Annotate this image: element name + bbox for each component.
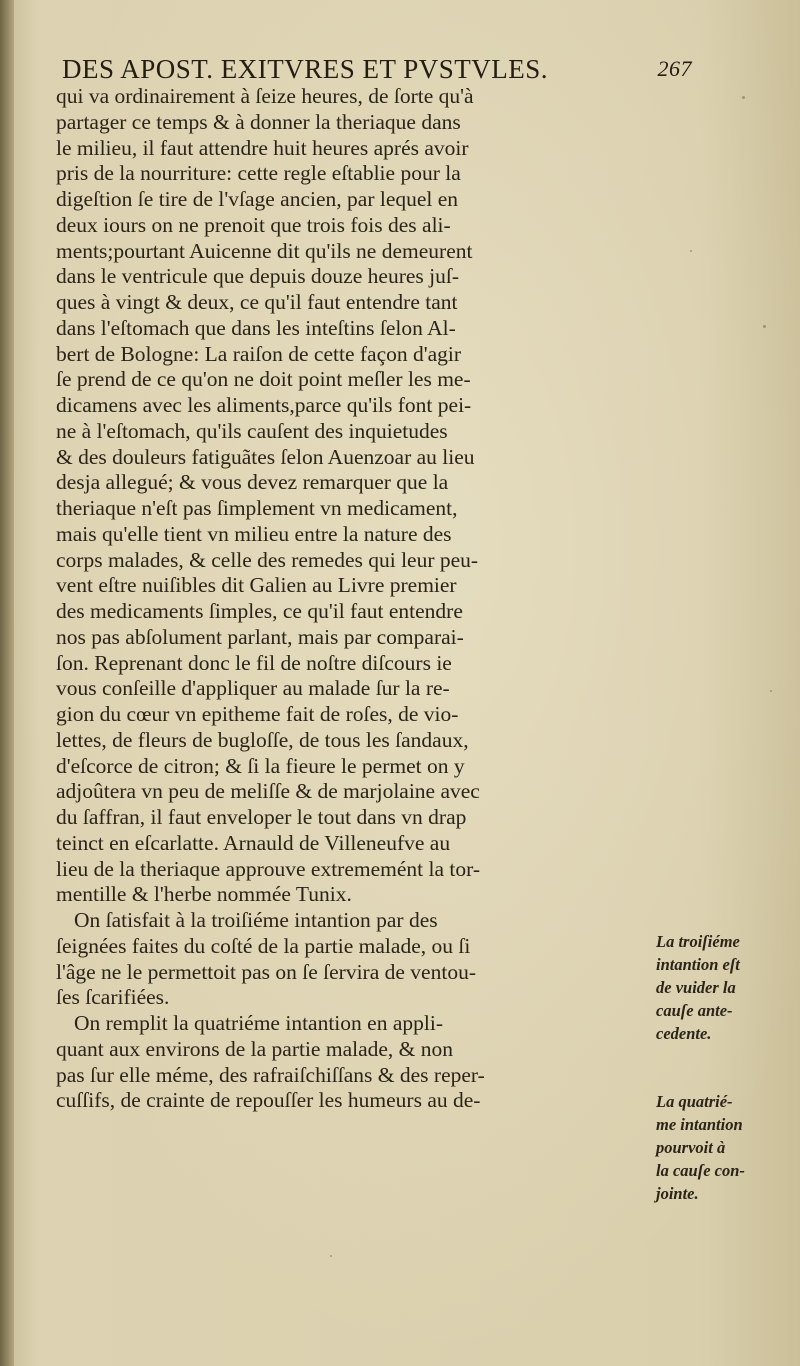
text-line: On ſatisfait à la troiſiéme intantion par des [74, 908, 438, 932]
text-line: des medicaments ſimples, ce qu'il faut entendre [56, 599, 463, 623]
margin-note-line: intantion eſt [656, 955, 740, 974]
text-line: pas ſur elle méme, des rafraiſchiſſans & des reper- [56, 1062, 485, 1087]
text-line: digeſtion ſe tire de l'vſage ancien, par lequel en [56, 187, 459, 211]
running-title: DES APOST. EXITVRES ET PVSTVLES. [62, 54, 549, 84]
margin-note-line: La quatrié- [656, 1092, 733, 1111]
text-line: dicamens avec les aliments,parce qu'ils font pei- [56, 393, 472, 417]
text-line: lieu de la theriaque approuve extrememént la tor- [56, 856, 481, 881]
text-line: cuſſifs, de crainte de repouſſer les humeurs au de- [56, 1088, 481, 1113]
margin-note-line: cedente. [656, 1024, 712, 1043]
margin-note-line: me intantion [656, 1115, 743, 1134]
text-line: deux iours on ne prenoit que trois fois des ali- [56, 212, 451, 237]
text-line: ſe prend de ce qu'on ne doit point meſler les me- [56, 367, 471, 392]
text-line: mais qu'elle tient vn milieu entre la nature des [56, 521, 452, 546]
margin-note-line: cauſe ante- [656, 1001, 733, 1020]
text-line: lettes, de fleurs de bugloſſe, de tous les ſandaux, [56, 727, 469, 752]
margin-note-third-intention [656, 930, 796, 1045]
text-line: theriaque n'eſt pas ſimplement vn medicament, [56, 496, 458, 520]
paper-speck [330, 1255, 332, 1257]
margin-note-line: La troiſiéme [656, 932, 740, 951]
text-line: & des douleurs fatiguãtes ſelon Auenzoar au lieu [56, 444, 475, 469]
text-line: corps malades, & celle des remedes qui leur peu- [56, 547, 479, 572]
text-line: ſon. Reprenant donc le fil de noſtre diſcours ie [56, 650, 452, 675]
text-line: partager ce temps & à donner la theriaque dans [56, 109, 461, 134]
paper-speck [742, 96, 745, 99]
text-line: l'âge ne le permettoit pas on ſe ſervira de ventou- [56, 959, 476, 984]
text-line: dans le ventricule que depuis douze heures juſ- [56, 264, 459, 289]
text-line: bert de Bologne: La raiſon de cette façon d'agir [56, 341, 462, 366]
margin-note-line: jointe. [656, 1184, 699, 1203]
text-line: desja allegué; & vous devez remarquer que la [56, 470, 449, 495]
page-gutter [0, 0, 14, 1366]
text-line: ments;pourtant Auicenne dit qu'ils ne demeurent [56, 238, 473, 263]
text-line: le milieu, il faut attendre huit heures aprés avoir [56, 135, 469, 160]
text-line: vent eſtre nuiſibles dit Galien au Livre premier [56, 573, 457, 598]
text-line: du ſaffran, il faut enveloper le tout dans vn drap [56, 805, 467, 829]
text-line: On remplit la quatriéme intantion en appli- [74, 1011, 443, 1035]
text-line: ne à l'eſtomach, qu'ils cauſent des inquietudes [56, 418, 448, 443]
paper-speck [763, 325, 766, 328]
text-line: pris de la nourriture: cette regle eſtablie pour la [56, 161, 461, 186]
margin-note-fourth-intention [656, 1090, 796, 1205]
page-number: 267 [657, 56, 692, 81]
margin-note-line: la cauſe con- [656, 1161, 745, 1180]
text-line: ques à vingt & deux, ce qu'il faut entendre tant [56, 290, 458, 314]
text-line: nos pas abſolument parlant, mais par comparai- [56, 624, 464, 649]
text-line: ſeignées faites du coſté de la partie malade, ou ſi [56, 933, 471, 958]
text-line: d'eſcorce de citron; & ſi la fieure le permet on y [56, 753, 465, 778]
text-line: mentille & l'herbe nommée Tunix. [56, 882, 352, 907]
text-line: teinct en eſcarlatte. Arnauld de Villeneufve au [56, 830, 451, 855]
paper-speck [690, 250, 692, 252]
text-line: ſes ſcarifiées. [56, 985, 170, 1010]
text-line: vous conſeille d'appliquer au malade ſur la re- [56, 676, 450, 701]
text-line: quant aux environs de la partie malade, & non [56, 1036, 454, 1061]
body-text [56, 84, 646, 1114]
text-line: qui va ordinairement à ſeize heures, de ſorte qu'à [56, 84, 474, 108]
margin-note-line: de vuider la [656, 978, 736, 997]
text-line: adjoûtera vn peu de meliſſe & de marjolaine avec [56, 779, 480, 804]
text-line: gion du cœur vn epitheme fait de roſes, de vio- [56, 702, 459, 726]
text-line: dans l'eſtomach que dans les inteſtins ſelon Al- [56, 315, 456, 340]
paper-speck [770, 690, 772, 692]
margin-note-line: pourvoit à [656, 1138, 726, 1157]
